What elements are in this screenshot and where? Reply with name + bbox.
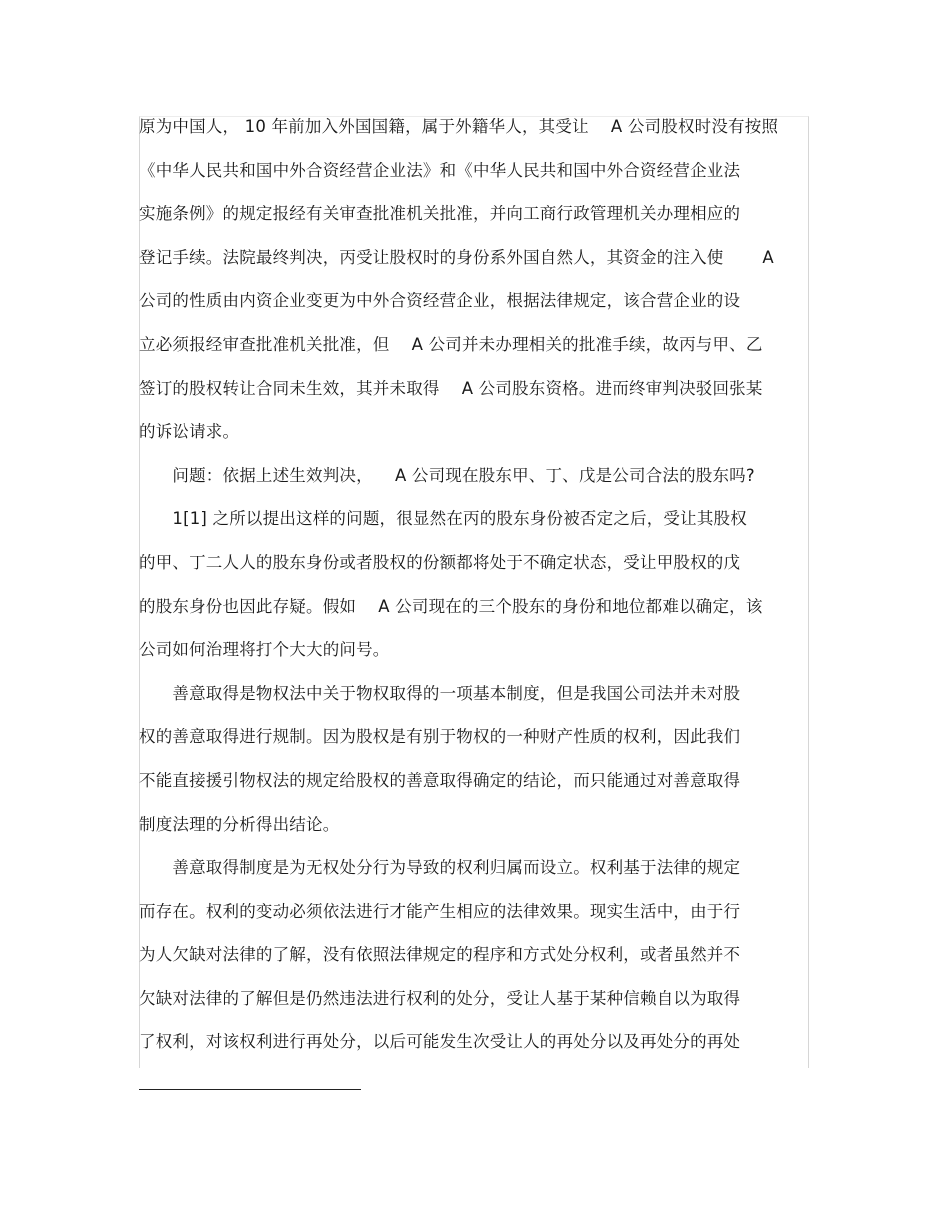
text-line: 的甲、丁二人人的股东身份或者股权的份额都将处于不确定状态，受让甲股权的戊: [139, 552, 741, 572]
text-line: 欠缺对法律的了解但是仍然违法进行权利的处分，受让人基于某种信赖自以为取得: [139, 988, 741, 1008]
text-line: 不能直接援引物权法的规定给股权的善意取得确定的结论，而只能通过对善意取得: [139, 770, 741, 790]
footnote-divider: [139, 1089, 361, 1090]
text-line: 《中华人民共和国中外合资经营企业法》和《中华人民共和国中外合资经营企业法: [139, 160, 741, 180]
text-line: 实施条例》的规定报经有关审查批准机关批准，并向工商行政管理机关办理相应的: [139, 204, 741, 224]
text-line: 原为中国人， 10 年前加入外国国籍，属于外籍华人，其受让 A 公司股权时没有按照: [139, 117, 779, 136]
text-line: 公司如何治理将打个大大的问号。: [139, 640, 390, 660]
text-line: 善意取得是物权法中关于物权取得的一项基本制度，但是我国公司法并未对股: [139, 683, 741, 703]
text-line: 签订的股权转让合同未生效，其并未取得 A 公司股东资格。进而终审判决驳回张某: [139, 378, 763, 398]
text-line: 公司的性质由内资企业变更为中外合资经营企业，根据法律规定，该合营企业的设: [139, 291, 741, 311]
text-line: 的股东身份也因此存疑。假如 A 公司现在的三个股东的身份和地位都难以确定，该: [139, 596, 763, 616]
text-line: 而存在。权利的变动必须依法进行才能产生相应的法律效果。现实生活中，由于行: [139, 901, 741, 921]
text-line: 善意取得制度是为无权处分行为导致的权利归属而设立。权利基于法律的规定: [139, 858, 741, 878]
text-line: 为人欠缺对法律的了解，没有依照法律规定的程序和方式处分权利，或者虽然并不: [139, 945, 741, 965]
text-line: 的诉讼请求。: [139, 422, 240, 442]
text-line: 1[1] 之所以提出这样的问题，很显然在丙的股东身份被否定之后，受让其股权: [139, 509, 747, 529]
body-text: [139, 114, 819, 1073]
text-line: 了权利，对该权利进行再处分，以后可能发生次受让人的再处分以及再处分的再处: [139, 1032, 741, 1052]
text-line: 立必须报经审查批准机关批准，但 A 公司并未办理相关的批准手续，故丙与甲、乙: [139, 334, 763, 354]
text-line: 权的善意取得进行规制。因为股权是有别于物权的一种财产性质的权利，因此我们: [139, 727, 741, 747]
text-line: 问题：依据上述生效判决， A 公司现在股东甲、丁、戊是公司合法的股东吗?: [139, 465, 755, 485]
text-line: 登记手续。法院最终判决，丙受让股权时的身份系外国自然人，其资金的注入使 A: [139, 247, 774, 267]
text-line: 制度法理的分析得出结论。: [139, 814, 340, 834]
